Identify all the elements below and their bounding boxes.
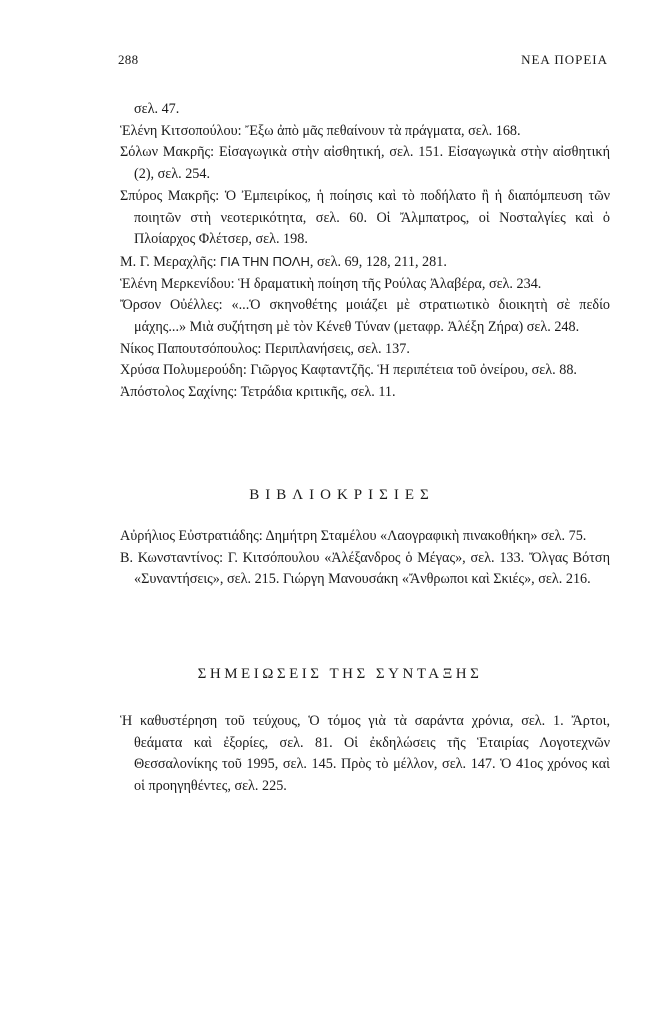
section-heading-reviews: ΒΙΒΛΙΟΚΡΙΣΙΕΣ (249, 487, 435, 503)
review-entry: Αὐρήλιος Εὐστρατιάδης: Δημήτρη Σταμέλου «Λαογραφικὴ πινακοθήκη» σελ. 75. (120, 528, 587, 544)
index-entry: Ὄρσον Οὐέλλες: «...Ὁ σκηνοθέτης μοιάζει μὲ στρατιωτικὸ διοικητὴ σὲ πεδίο μάχης...» Μιὰ συζήτηση μὲ τὸν Κένεθ Τύναν (μεταφρ. Ἀλέξη Ζήρα) σελ. 248. (120, 297, 610, 336)
reviews-list (120, 526, 610, 591)
entry-pages: , σελ. 69, 128, 211, 281. (309, 253, 447, 270)
page-number: 288 (118, 52, 139, 67)
running-title: ΝΕΑ ΠΟΡΕΙΑ (521, 52, 608, 67)
entry-author: Μ. Γ. Μεραχλῆς: (120, 253, 221, 270)
index-entry: Νίκος Παπουτσόπουλος: Περιπλανήσεις, σελ. 137. (120, 340, 410, 357)
index-entry (120, 251, 610, 274)
section-heading-editorial-notes: ΣΗΜΕΙΩΣΕΙΣ ΤΗΣ ΣΥΝΤΑΞΗΣ (197, 666, 483, 682)
index-entry: Χρύσα Πολυμερούδη: Γιῶργος Καφταντζῆς. Ἡ περιπέτεια τοῦ ὀνείρου, σελ. 88. (120, 362, 577, 379)
index-entry: Ἑλένη Μερκενίδου: Ἡ δραματικὴ ποίηση τῆς Ρούλας Ἀλαβέρα, σελ. 234. (120, 275, 542, 292)
index-entry: Ἀπόστολος Σαχίνης: Τετράδια κριτικῆς, σελ. 11. (120, 384, 396, 401)
editorial-notes-text: Ἡ καθυστέρηση τοῦ τεύχους, Ὁ τόμος γιὰ τὰ σαράντα χρόνια, σελ. 1. Ἄρτοι, θεάματα καὶ ἐξορίες, σελ. 81. Οἱ ἐκδηλώσεις τῆς Ἑταιρίας Λογοτεχνῶν Θεσσαλονίκης τοῦ 1995, σελ. 145. Πρὸς τὸ μέλλον, σελ. 147. Ὁ 41ος χρόνος καὶ οἱ προηγηθέντες, σελ. 225. (120, 713, 610, 795)
index-entry: Σπύρος Μακρῆς: Ὁ Ἐμπειρίκος, ἡ ποίησις καὶ τὸ ποδήλατο ἢ ἡ διαπόμπευση τῶν ποιητῶν στὴ νεοτερικότητα, σελ. 60. Οἱ Ἄλμπατρος, οἱ Νοσταλγίες καὶ ὁ Πλοίαρχος Φλέτσερ, σελ. 198. (120, 187, 610, 248)
review-entry: Β. Κωνσταντίνος: Γ. Κιτσόπουλου «Ἀλέξανδρος ὁ Μέγας», σελ. 133. Ὄλγας Βότση «Συναντήσεις», σελ. 215. Γιώργη Μανουσάκη «Ἄνθρωποι καὶ Σκιές», σελ. 216. (120, 549, 610, 588)
entry-column-title: ΓΙΑ ΤΗΝ ΠΟΛΗ (220, 253, 310, 269)
index-entry: σελ. 47. (134, 101, 180, 117)
index-entry: Σόλων Μακρῆς: Εἰσαγωγικὰ στὴν αἰσθητική, σελ. 151. Εἰσαγωγικὰ στὴν αἰσθητική (2), σελ. 254. (120, 144, 610, 183)
index-entry: Ἑλένη Κιτσοπούλου: Ἔξω ἀπὸ μᾶς πεθαίνουν τὰ πράγματα, σελ. 168. (120, 122, 521, 139)
editorial-notes (120, 711, 610, 798)
index-entries (120, 99, 610, 404)
